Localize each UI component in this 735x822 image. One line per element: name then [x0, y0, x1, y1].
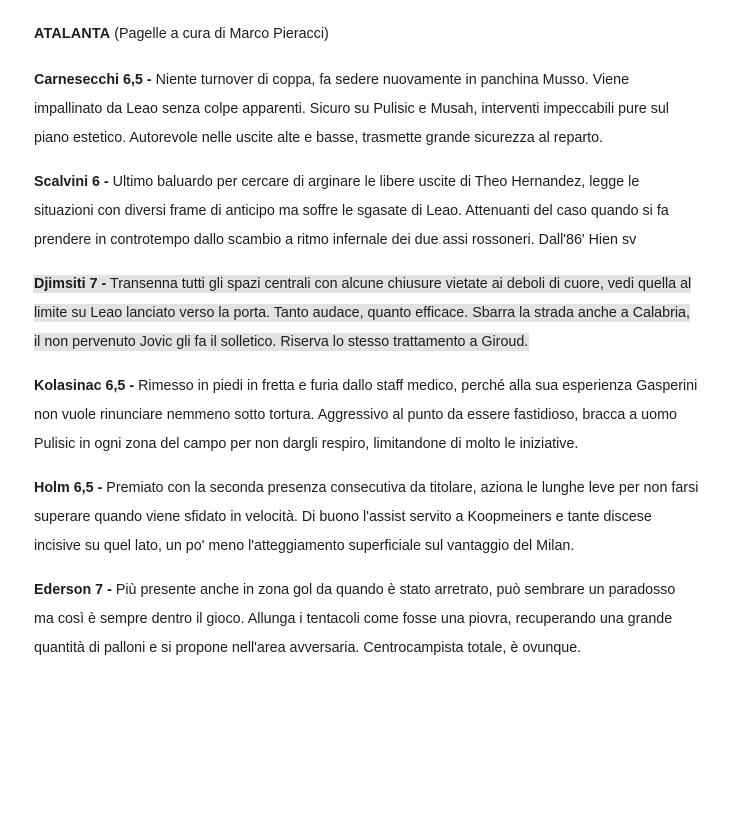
- player-comment: Niente turnover di coppa, fa sedere nuovamente in panchina Musso. Viene impallinato da Leao senza colpe apparenti. Sicuro su Pulisic e Musah, interventi impeccabili pure sul piano estetico. Autorevole nelle uscite alte e basse, trasmette grande sicurezza al reparto.: [34, 72, 669, 146]
- rating-inner: [34, 378, 697, 452]
- player-rating-kolasinac: [34, 372, 699, 459]
- player-rating-ederson: [34, 576, 699, 663]
- article-header: [34, 20, 699, 49]
- player-comment: Ultimo baluardo per cercare di arginare le libere uscite di Theo Hernandez, legge le situazioni con diversi frame di anticipo ma soffre le sgasate di Leao. Attenuanti del caso quando si fa prendere in controtempo dallo scambio a ritmo infernale dei due assi rossoneri. Dall'86' Hien sv: [34, 174, 669, 248]
- player-name-rating: Djimsiti 7 -: [34, 276, 107, 292]
- rating-inner: [34, 72, 669, 146]
- player-comment: Più presente anche in zona gol da quando è stato arretrato, può sembrare un paradosso ma così è sempre dentro il gioco. Allunga i tentacoli come fosse una piovra, recuperando una grande quantità di palloni e si propone nell'area avversaria. Centrocampista totale, è ovunque.: [34, 582, 676, 656]
- rating-inner-highlighted: [34, 276, 691, 350]
- player-rating-holm: [34, 474, 699, 561]
- team-name: ATALANTA: [34, 26, 111, 42]
- article-credit: (Pagelle a cura di Marco Pieracci): [114, 26, 329, 42]
- player-rating-scalvini: [34, 168, 699, 255]
- player-comment: Rimesso in piedi in fretta e furia dallo staff medico, perché alla sua esperienza Gasperini non vuole rinunciare nemmeno sotto tortura. Aggressivo al punto da essere fastidioso, bracca a uomo Pulisic in ogni zona del campo per non dargli respiro, limitandone di molto le iniziative.: [34, 378, 698, 452]
- player-comment: Transenna tutti gli spazi centrali con alcune chiusure vietate ai deboli di cuore, vedi quella al limite su Leao lanciato verso la porta. Tanto audace, quanto efficace. Sbarra la strada anche a Calabria, il non pervenuto Jovic gli fa il solletico. Riserva lo stesso trattamento a Giroud.: [34, 276, 692, 350]
- rating-inner: [34, 582, 675, 656]
- rating-inner: [34, 480, 698, 554]
- player-name-rating: Scalvini 6 -: [34, 174, 109, 190]
- player-name-rating: Kolasinac 6,5 -: [34, 378, 135, 394]
- player-name-rating: Carnesecchi 6,5 -: [34, 72, 152, 88]
- rating-inner: [34, 174, 669, 248]
- player-comment: Premiato con la seconda presenza consecutiva da titolare, aziona le lunghe leve per non farsi superare quando viene sfidato in velocità. Di buono l'assist servito a Koopmeiners e tante discese incisive su quel lato, un po' meno l'atteggiamento superficiale sul vantaggio del Milan.: [34, 480, 699, 554]
- player-rating-djimsiti: [34, 270, 699, 357]
- player-name-rating: Ederson 7 -: [34, 582, 112, 598]
- player-name-rating: Holm 6,5 -: [34, 480, 103, 496]
- player-rating-carnesecchi: [34, 66, 699, 153]
